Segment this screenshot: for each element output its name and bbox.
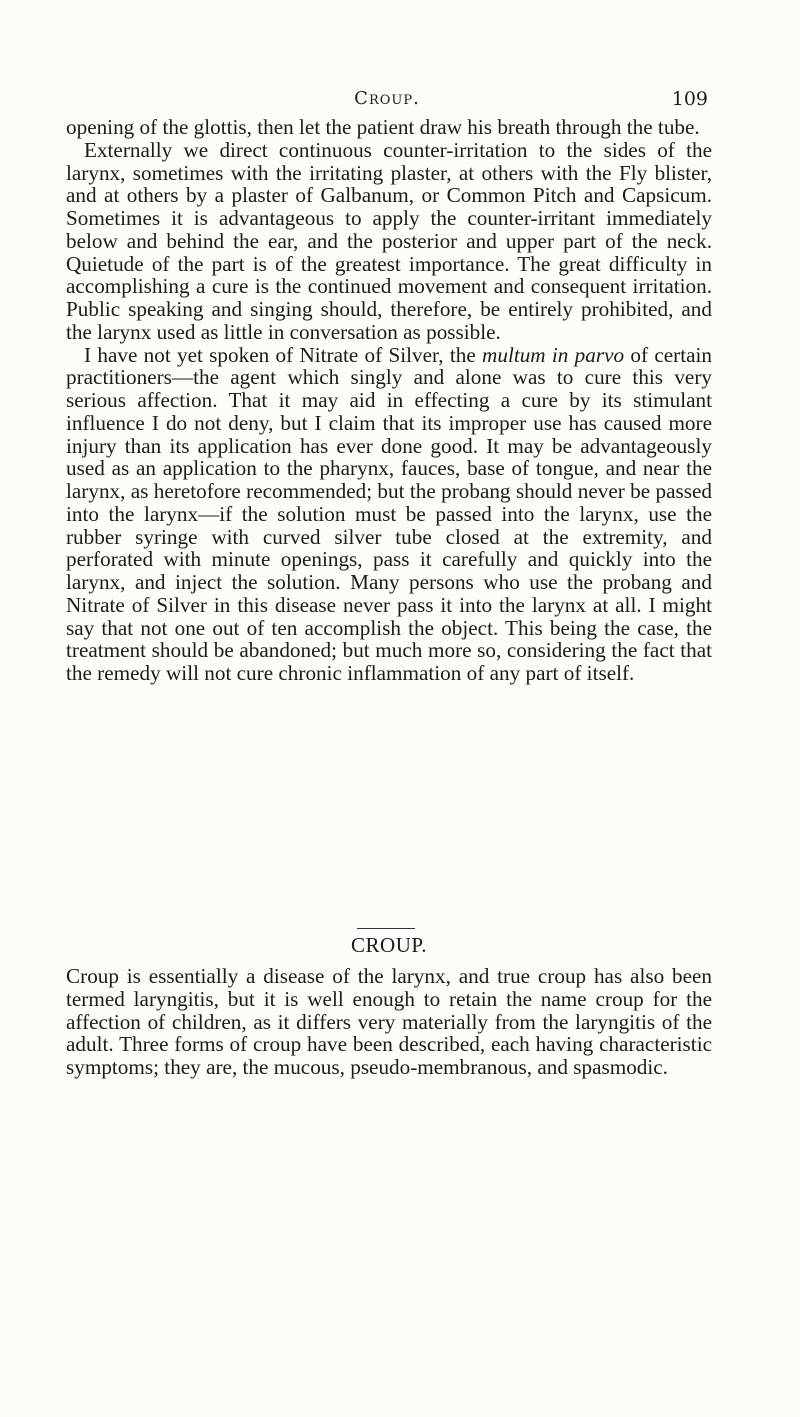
section-heading: CROUP.	[351, 933, 427, 957]
paragraph-continuation: opening of the glottis, then let the patient draw his breath through the tube.	[66, 115, 700, 139]
body-text	[66, 116, 712, 685]
section-divider	[357, 928, 415, 929]
paragraph-nitrate-of-silver	[66, 344, 712, 685]
italic-phrase: multum in parvo	[482, 342, 625, 367]
paragraph-counter-irritation: Externally we direct continuous counter-irritation to the sides of the larynx, sometimes with the irritating plaster, at others with the Fly blister, and at others by a plaster of Galbanum, or Common Pitch and Capsicum. Sometimes it is advantageous to apply the counter-irritant immediately below and behind the ear, and the posterior and upper part of the neck. Quietude of the part is of the greatest importance. The great difficulty in accomplishing a cure is the continued movement and consequent irritation. Public speaking and singing should, therefore, be entirely prohibited, and the larynx used as little in conversation as possible.	[66, 137, 712, 344]
running-head	[66, 88, 708, 112]
section-text	[66, 965, 712, 1079]
paragraph-lead: I have not yet spoken of Nitrate of Silver, the	[84, 342, 483, 367]
running-title: Croup.	[354, 88, 420, 109]
paragraph-croup-intro: Croup is essentially a disease of the larynx, and true croup has also been termed laryngitis, but it is well enough to retain the name croup for the affection of children, as it differs very materially from the laryngitis of the adult. Three forms of croup have been described, each having characteristic symptoms; they are, the mucous, pseudo-membranous, and spasmodic.	[66, 964, 712, 1079]
paragraph-rest: of certain practitioners—the agent which singly and alone was to cure this very serious affection. That it may aid in effecting a cure by its stimulant influence I do not deny, but I claim that its improper use has caused more injury than its application has ever done good. It may be advantageously used as an application to the pharynx, fauces, base of tongue, and near the larynx, as heretofore recommended; but the probang should never be passed into the larynx—if the solution must be passed into the larynx, use the rubber syringe with curved silver tube closed at the extremity, and perforated with minute openings, pass it carefully and quickly into the larynx, and inject the solution. Many persons who use the probang and Nitrate of Silver in this disease never pass it into the larynx at all. I might say that not one out of ten accomplish the object. This being the case, the treatment should be abandoned; but much more so, considering the fact that the remedy will not cure chronic inflammation of any part of itself.	[66, 342, 712, 685]
page-number: 109	[671, 88, 708, 110]
